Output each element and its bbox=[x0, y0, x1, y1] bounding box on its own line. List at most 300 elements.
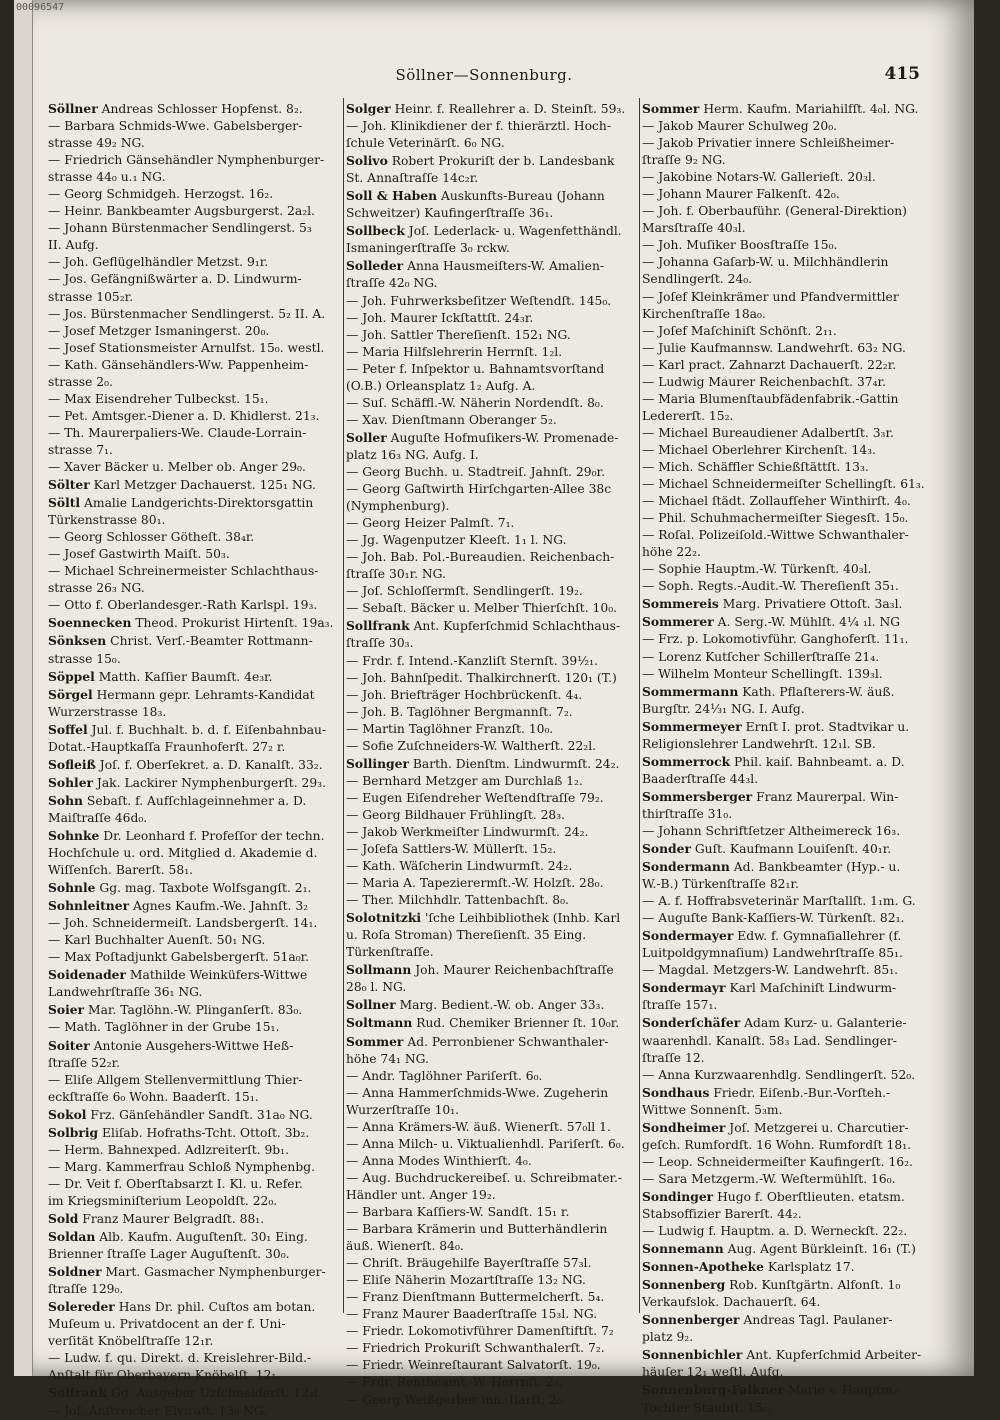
directory-line bbox=[346, 1085, 638, 1102]
entry-surname: Sönksen bbox=[48, 633, 107, 649]
entry-text: — Joſ. Schloſſermſt. Sendlingerſt. 19₂. bbox=[346, 584, 583, 599]
directory-line bbox=[48, 220, 340, 237]
directory-line bbox=[48, 1072, 340, 1089]
directory-line bbox=[48, 118, 340, 135]
entry-text: — Xav. Dienſtmann Oberanger 5₂. bbox=[346, 412, 557, 427]
entry-text: — Pet. Amtsger.-Diener a. D. Khidlerst. 21₃. bbox=[48, 408, 320, 423]
entry-text: — Ther. Milchhdlr. Tattenbachſt. 8₀. bbox=[346, 893, 569, 908]
entry-text: Anſtalt für Oberbayern Knöbelſt. 12₁. bbox=[48, 1368, 281, 1383]
entry-text: — Roſal. Polizeiſold.-Wittwe Schwanthaler- bbox=[642, 528, 909, 543]
directory-line bbox=[642, 186, 934, 203]
directory-line bbox=[642, 169, 934, 186]
directory-line bbox=[642, 442, 934, 459]
entry-text: Wurzerſtraſſe 10₁. bbox=[346, 1102, 460, 1117]
entry-surname: Sonnemann bbox=[642, 1241, 724, 1257]
entry-text: Andreas Schlosser Hopfenst. 8₂. bbox=[101, 102, 303, 116]
entry-surname: Sonnenbichler bbox=[642, 1347, 743, 1363]
directory-line bbox=[48, 966, 340, 984]
entry-text: ſtraſſe 129₀. bbox=[48, 1282, 124, 1297]
directory-line bbox=[48, 1298, 340, 1316]
column-rule bbox=[639, 98, 640, 1313]
directory-line bbox=[346, 1014, 638, 1032]
entry-surname: Sollner bbox=[346, 997, 396, 1013]
entry-text: — Barbara Kaſſiers-W. Sandſt. 15₁ r. bbox=[346, 1205, 570, 1219]
entry-surname: Sokol bbox=[48, 1106, 87, 1122]
entry-text: — Michael Oberlehrer Kirchenſt. 14₃. bbox=[642, 442, 876, 457]
directory-line bbox=[48, 774, 340, 792]
directory-line bbox=[48, 932, 340, 949]
directory-line bbox=[642, 649, 934, 666]
directory-line bbox=[346, 841, 638, 858]
entry-text: — Phil. Schuhmachermeiſter Siegesſt. 15₀. bbox=[642, 511, 909, 526]
directory-line bbox=[48, 169, 340, 186]
entry-text: Wiſſenſch. Barerſt. 58₁. bbox=[48, 863, 194, 878]
column-rule bbox=[343, 98, 344, 1313]
entry-surname: Sonnenberg bbox=[642, 1277, 726, 1293]
entry-text: Türkenstrasse 80₁. bbox=[48, 513, 166, 528]
entry-surname: Sommer bbox=[346, 1033, 404, 1049]
entry-text: — Karl Buchhalter Auenſt. 50₁ NG. bbox=[48, 933, 266, 948]
directory-line bbox=[48, 792, 340, 810]
directory-line bbox=[642, 237, 934, 254]
directory-line bbox=[346, 344, 638, 361]
entry-text: strasse 105₂r. bbox=[48, 289, 134, 304]
directory-line bbox=[346, 1119, 638, 1136]
directory-line bbox=[642, 613, 934, 631]
directory-line bbox=[346, 205, 638, 222]
directory-line bbox=[346, 240, 638, 257]
entry-surname: Solivo bbox=[346, 153, 388, 169]
entry-surname: Soller bbox=[346, 429, 387, 445]
directory-line bbox=[346, 1136, 638, 1153]
entry-surname: Soldan bbox=[48, 1229, 96, 1245]
entry-text: Stabsoffizier Barerſt. 44₂. bbox=[642, 1207, 802, 1221]
entry-text: Muſeum u. Privatdocent an der f. Uni- bbox=[48, 1317, 286, 1332]
directory-line bbox=[642, 806, 934, 823]
entry-surname: Sold bbox=[48, 1211, 79, 1226]
directory-line bbox=[346, 1323, 638, 1340]
directory-page bbox=[14, 0, 974, 1418]
directory-line bbox=[346, 1306, 638, 1323]
entry-text: platz 9₂. bbox=[642, 1330, 694, 1345]
entry-text: — Joh. Bahnſpedit. Thalkirchnerſt. 120₁ (T.) bbox=[346, 670, 617, 685]
entry-text: — Xaver Bäcker u. Melber ob. Anger 29₀. bbox=[48, 459, 306, 474]
directory-line bbox=[346, 961, 638, 979]
entry-text: ſtraſſe 157₁. bbox=[642, 998, 718, 1013]
directory-line bbox=[346, 909, 638, 927]
entry-text: — Barbara Krämerin und Butterhändlerin bbox=[346, 1222, 608, 1237]
directory-line bbox=[642, 1258, 934, 1276]
entry-text: — Eliſe Allgem Stellenvermittlung Thier- bbox=[48, 1072, 303, 1087]
entry-text: — Jos. Gefängnißwärter a. D. Lindwurm- bbox=[48, 272, 302, 287]
directory-line bbox=[642, 544, 934, 561]
entry-text: Mart. Gasmacher Nymphenburger- bbox=[105, 1265, 326, 1280]
entry-text: — Michael Schreinermeister Schlachthaus- bbox=[48, 564, 319, 579]
directory-line bbox=[642, 135, 934, 152]
directory-line bbox=[642, 595, 934, 613]
directory-line bbox=[346, 1221, 638, 1238]
entry-text: Karl Metzger Dachauerst. 125₁ NG. bbox=[93, 478, 316, 493]
directory-line bbox=[48, 739, 340, 756]
entry-text: strasse 15₀. bbox=[48, 651, 121, 666]
entry-text: Franz Maurerpal. Win- bbox=[756, 789, 899, 804]
directory-line bbox=[48, 494, 340, 512]
directory-line bbox=[346, 979, 638, 996]
directory-line bbox=[642, 408, 934, 425]
entry-text: — Lorenz Kutſcher Schillerſtraſſe 21₄. bbox=[642, 649, 880, 664]
entry-surname: Sondermayer bbox=[642, 928, 734, 944]
entry-text: Antonie Ausgehers-Wittwe Heß- bbox=[93, 1038, 294, 1053]
directory-line bbox=[642, 340, 934, 357]
entry-text: — Sophie Hauptm.-W. Türkenſt. 40₃l. bbox=[642, 562, 872, 577]
entry-text: — Michael ſtädt. Zollaufſeher Winthirſt. 4₀. bbox=[642, 494, 911, 509]
directory-line bbox=[642, 306, 934, 323]
entry-text: Marsſtraſſe 40₃l. bbox=[642, 221, 746, 236]
entry-text: — Dr. Veit f. Oberſtabsarzt I. Kl. u. Refer. bbox=[48, 1176, 303, 1191]
entry-text: — Peter f. Inſpektor u. Bahnamtsvorſtand bbox=[346, 361, 605, 376]
entry-text: Auskunfts-Bureau (Johann bbox=[440, 189, 605, 204]
entry-surname: Sollbeck bbox=[346, 223, 405, 239]
entry-text: — Martin Taglöhner Franzſt. 10₀. bbox=[346, 721, 554, 736]
entry-text: — Max Poſtadjunkt Gabelsbergerſt. 51a₀r. bbox=[48, 950, 310, 965]
directory-line bbox=[48, 1176, 340, 1193]
entry-surname: Solereder bbox=[48, 1299, 115, 1315]
entry-text: Franz Maurer Belgradſt. 88₁. bbox=[82, 1212, 265, 1226]
entry-text: Rud. Chemiker Brienner ſt. 10₀r. bbox=[416, 1016, 620, 1031]
directory-line bbox=[346, 222, 638, 240]
entry-text: — Frdr. f. Intend.-Kanzliſt Sternſt. 39½₁. bbox=[346, 653, 598, 668]
entry-text: Luitpoldgymnaſium) Landwehrſtraſſe 85₁. bbox=[642, 946, 903, 961]
directory-line bbox=[346, 738, 638, 755]
directory-line bbox=[346, 566, 638, 583]
entry-text: geſch. Rumfordſt. 16 Wohn. Rumfordſt 18₁. bbox=[642, 1137, 912, 1152]
directory-line bbox=[48, 546, 340, 563]
entry-text: — Johann Maurer Falkenſt. 42₀. bbox=[642, 187, 840, 202]
entry-text: ſtraſſe 30₁r. NG. bbox=[346, 567, 446, 582]
entry-text: — Sara Metzgerm.-W. Weſtermühlſt. 16₀. bbox=[642, 1171, 896, 1186]
entry-surname: Soier bbox=[48, 1002, 85, 1018]
directory-line bbox=[346, 583, 638, 600]
entry-surname: Sofleiß bbox=[48, 756, 96, 772]
entry-text: ſtraſſe 30₃. bbox=[346, 636, 414, 651]
directory-line bbox=[48, 476, 340, 494]
entry-surname: Soidenader bbox=[48, 967, 126, 983]
entry-surname: Solger bbox=[346, 101, 391, 116]
entry-surname: Sonnenberger bbox=[642, 1312, 740, 1328]
entry-text: Sendlingerſt. 24₀. bbox=[642, 272, 753, 287]
directory-line bbox=[346, 532, 638, 549]
entry-text: ſtraſſe 42₀ NG. bbox=[346, 276, 438, 291]
entry-surname: Sondermann bbox=[642, 859, 730, 875]
directory-line bbox=[48, 879, 340, 897]
entry-text: — Friedrich Prokuriſt Schwanthalerſt. 7₂. bbox=[346, 1341, 605, 1356]
directory-line bbox=[346, 721, 638, 738]
directory-line bbox=[346, 1289, 638, 1306]
entry-text: — Max Eisendreher Tulbeckst. 15₁. bbox=[48, 391, 269, 406]
directory-line bbox=[346, 187, 638, 205]
directory-line bbox=[346, 293, 638, 310]
directory-line bbox=[346, 617, 638, 635]
directory-line bbox=[642, 1014, 934, 1032]
directory-line bbox=[346, 996, 638, 1014]
entry-surname: Söllner bbox=[48, 101, 98, 116]
directory-line bbox=[346, 1238, 638, 1255]
directory-line bbox=[346, 549, 638, 566]
directory-line bbox=[48, 756, 340, 774]
entry-text: — Sofie Zuſchneiders-W. Waltherſt. 22₂l. bbox=[346, 738, 597, 753]
entry-text: im Kriegsminiſterium Leopoldſt. 22₀. bbox=[48, 1193, 278, 1208]
entry-text: strasse 44₀ u.₁ NG. bbox=[48, 170, 166, 185]
directory-line bbox=[642, 289, 934, 306]
entry-surname: Sollfrank bbox=[346, 618, 410, 634]
entry-text: strasse 26₃ NG. bbox=[48, 581, 145, 596]
directory-line bbox=[642, 876, 934, 893]
entry-text: — Anna Kurzwaarenhdlg. Sendlingerſt. 52₀. bbox=[642, 1067, 916, 1082]
entry-text: — Joh. Briefträger Hochbrückenſt. 4₄. bbox=[346, 687, 583, 702]
entry-text: — Josef Gastwirth Maiſt. 50₃. bbox=[48, 547, 230, 562]
directory-line bbox=[48, 563, 340, 580]
directory-line bbox=[48, 1019, 340, 1036]
directory-line bbox=[48, 1089, 340, 1106]
entry-text: — Maria A. Tapezierermſt.-W. Holzſt. 28₀. bbox=[346, 876, 604, 891]
directory-line bbox=[346, 653, 638, 670]
entry-surname: Soldner bbox=[48, 1264, 102, 1280]
entry-text: — Joſef Maſchiniſt Schönſt. 2₁₁. bbox=[642, 323, 837, 338]
entry-text: — Ludwig Maurer Reichenbachſt. 37₄r. bbox=[642, 374, 886, 389]
entry-text: Marg. Bedient.-W. ob. Anger 33₃. bbox=[399, 998, 605, 1013]
entry-text: — Anna Krämers-W. äuß. Wienerſt. 57₀ll 1. bbox=[346, 1119, 611, 1134]
entry-text: Brienner ſtraſſe Lager Auguſtenſt. 30₀. bbox=[48, 1247, 290, 1262]
entry-text: Hermann gepr. Lehramts-Kandidat bbox=[96, 687, 315, 702]
entry-surname: Sommereis bbox=[642, 596, 719, 612]
entry-surname: Soennecken bbox=[48, 615, 132, 631]
entry-surname: Söppel bbox=[48, 668, 95, 684]
entry-text: Matth. Kaſſier Baumſt. 4e₃r. bbox=[98, 669, 273, 684]
directory-line bbox=[642, 561, 934, 578]
entry-surname: Sondhaus bbox=[642, 1084, 710, 1100]
entry-text: Kath. Pflaſterers-W. äuß. bbox=[742, 684, 895, 699]
directory-line bbox=[48, 1350, 340, 1367]
entry-text: Hugo f. Oberſtlieuten. etatsm. bbox=[717, 1189, 905, 1204]
entry-text: (Nymphenburg). bbox=[346, 499, 450, 514]
entry-text: Tochter Staubſt. 15₀. bbox=[642, 1400, 772, 1415]
entry-text: — Joſefa Sattlers-W. Müllerſt. 15₂. bbox=[346, 842, 557, 857]
directory-line bbox=[642, 254, 934, 271]
archive-stamp: 00096547 bbox=[16, 2, 65, 13]
directory-line bbox=[642, 1311, 934, 1329]
directory-line bbox=[48, 203, 340, 220]
directory-line bbox=[48, 810, 340, 827]
entry-text: — Franz Dienſtmann Buttermelcherſt. 5₄. bbox=[346, 1290, 605, 1305]
entry-surname: Sonderſchäfer bbox=[642, 1015, 741, 1031]
directory-line bbox=[346, 600, 638, 617]
directory-line bbox=[642, 788, 934, 806]
entry-text: Ismaningerſtraſſe 3₀ rckw. bbox=[346, 241, 510, 256]
directory-line bbox=[346, 824, 638, 841]
directory-line bbox=[346, 1272, 638, 1289]
entry-surname: Soltmann bbox=[346, 1015, 413, 1031]
entry-text: — Jakob Privatier innere Schleißheimer- bbox=[642, 136, 895, 151]
directory-line bbox=[346, 892, 638, 909]
entry-text: Alb. Kaufm. Auguſtenſt. 30₁ Eing. bbox=[99, 1230, 308, 1245]
entry-text: Gg. mag. Taxbote Wolfsgangſt. 2₁. bbox=[99, 881, 312, 896]
entry-text: eckſtraſſe 6₀ Wohn. Baaderſt. 15₁. bbox=[48, 1089, 259, 1104]
directory-line bbox=[346, 773, 638, 790]
entry-text: platz 16₃ NG. Aufg. I. bbox=[346, 447, 479, 462]
entry-text: Marg. Privatiere Ottoſt. 3a₃l. bbox=[722, 597, 903, 612]
directory-line bbox=[642, 493, 934, 510]
entry-surname: Sommermann bbox=[642, 683, 739, 699]
directory-line bbox=[48, 597, 340, 614]
entry-text: — Joh. Schneidermeiſt. Landsbergerſt. 14₁. bbox=[48, 916, 318, 931]
directory-line bbox=[346, 1357, 638, 1374]
entry-text: Aug. Agent Bürkleinſt. 16₁ (T.) bbox=[727, 1242, 916, 1257]
entry-text: — Auguſte Bank-Kaſſiers-W. Türkenſt. 82₁. bbox=[642, 911, 905, 926]
directory-line bbox=[48, 306, 340, 323]
directory-line bbox=[346, 118, 638, 135]
entry-text: Händler unt. Anger 19₂. bbox=[346, 1187, 496, 1202]
directory-line bbox=[642, 718, 934, 736]
column-1 bbox=[48, 100, 340, 1418]
entry-text: — Anna Modes Winthierſt. 4₀. bbox=[346, 1153, 532, 1168]
directory-line bbox=[48, 614, 340, 632]
entry-text: Maiſtraſſe 46d₀. bbox=[48, 810, 148, 825]
directory-line bbox=[642, 631, 934, 648]
directory-line bbox=[642, 527, 934, 544]
directory-line bbox=[642, 459, 934, 476]
directory-line bbox=[642, 152, 934, 169]
directory-line bbox=[642, 1084, 934, 1102]
directory-line bbox=[642, 203, 934, 220]
directory-line bbox=[48, 721, 340, 739]
entry-text: Heinr. f. Reallehrer a. D. Steinſt. 59₃. bbox=[394, 102, 626, 116]
entry-surname: Sohnke bbox=[48, 827, 100, 843]
entry-text: ſtraſſe 52₂r. bbox=[48, 1055, 121, 1070]
directory-line bbox=[48, 152, 340, 169]
entry-text: — Georg Weißgerber inn. Iſarſt. 2₀. bbox=[346, 1392, 566, 1407]
entry-text: — Bernhard Metzger am Durchlaß 1₂. bbox=[346, 773, 583, 788]
directory-line bbox=[346, 755, 638, 773]
directory-line bbox=[346, 1187, 638, 1204]
column-3 bbox=[642, 100, 934, 1415]
entry-surname: Sonnenburg-Falkner bbox=[642, 1382, 784, 1398]
entry-surname: Sohnleitner bbox=[48, 898, 130, 914]
entry-text: Dotat.-Hauptkaſſa Fraunhoferſt. 27₂ r. bbox=[48, 739, 286, 754]
entry-surname: Sommersberger bbox=[642, 788, 753, 804]
entry-text: Joſ. f. Oberſekret. a. D. Kanalſt. 33₂. bbox=[99, 757, 323, 772]
entry-text: Agnes Kaufm.-We. Jahnſt. 3₂ bbox=[132, 899, 309, 914]
entry-text: — Jakob Maurer Schulweg 20₀. bbox=[642, 119, 838, 134]
entry-surname: Soffel bbox=[48, 721, 88, 737]
entry-text: A. Serg.-W. Mühlſt. 4¼ ₁l. NG bbox=[717, 615, 901, 630]
entry-text: ſchule Veterinärſt. 6₀ NG. bbox=[346, 136, 505, 151]
directory-line bbox=[346, 464, 638, 481]
directory-line bbox=[642, 425, 934, 442]
directory-line bbox=[642, 771, 934, 788]
entry-text: — Leop. Schneidermeiſter Kaufingerſt. 16₂. bbox=[642, 1154, 913, 1169]
directory-line bbox=[642, 1137, 934, 1154]
entry-text: höhe 22₂. bbox=[642, 545, 701, 560]
running-head: Söllner—Sonnenburg. bbox=[395, 66, 573, 84]
directory-line bbox=[346, 429, 638, 447]
entry-text: II. Aufg. bbox=[48, 238, 99, 253]
directory-line bbox=[642, 323, 934, 340]
directory-line bbox=[48, 1159, 340, 1176]
entry-text: Ad. Perronbiener Schwanthaler- bbox=[407, 1034, 609, 1049]
entry-text: strasse 7₁. bbox=[48, 442, 113, 457]
entry-text: Robert Prokuriſt der b. Landesbank bbox=[391, 154, 615, 169]
entry-surname: Sommerrock bbox=[642, 753, 731, 769]
entry-surname: Sollinger bbox=[346, 755, 409, 771]
entry-text: — Franz Maurer Baaderſtraſſe 15₃l. NG. bbox=[346, 1307, 598, 1322]
entry-text: — Th. Maurerpaliers-We. Claude-Lorrain- bbox=[48, 425, 307, 440]
entry-surname: Soll & Haben bbox=[346, 188, 438, 204]
directory-line bbox=[642, 100, 934, 118]
entry-surname: Sondheimer bbox=[642, 1119, 726, 1135]
entry-text: waarenhdl. Kanalſt. 58₃ Lad. Sendlinger- bbox=[642, 1033, 897, 1048]
entry-text: — Georg Gaſtwirth Hirſchgarten-Allee 38c bbox=[346, 482, 612, 497]
entry-text: — Maria Blumenſtaubfädenfabrik.-Gattin bbox=[642, 391, 899, 406]
directory-line bbox=[48, 408, 340, 425]
directory-line bbox=[642, 1171, 934, 1188]
entry-text: Marie v. Hauptm.- bbox=[787, 1383, 901, 1398]
directory-line bbox=[48, 915, 340, 932]
directory-line bbox=[48, 1403, 340, 1420]
entry-text: Landwehrſtraſſe 36₁ NG. bbox=[48, 985, 203, 1000]
directory-line bbox=[346, 395, 638, 412]
entry-text: äuß. Wienerſt. 84₀. bbox=[346, 1239, 464, 1254]
directory-line bbox=[48, 651, 340, 668]
entry-text: 'ſche Leihbibliothek (Inhb. Karl bbox=[425, 911, 621, 926]
entry-text: Anna Hausmeiſters-W. Amalien- bbox=[407, 259, 605, 274]
entry-text: Joh. Maurer Reichenbachſtraſſe bbox=[415, 963, 614, 978]
directory-line bbox=[48, 1367, 340, 1384]
entry-text: — Heinr. Bankbeamter Augsburgerst. 2a₂l. bbox=[48, 204, 315, 219]
entry-text: — Joh. Geflügelhändler Metzst. 9₁r. bbox=[48, 255, 269, 270]
entry-text: Adam Kurz- u. Galanterie- bbox=[744, 1016, 907, 1031]
entry-text: Baaderſtraſſe 44₃l. bbox=[642, 771, 759, 786]
entry-text: — Frdr. Rentbeamt.-W. Herrnſt. 2₂. bbox=[346, 1375, 563, 1390]
entry-text: — Soph. Regts.-Audit.-W. Thereſienſt 35₁. bbox=[642, 579, 899, 594]
entry-text: Ledererſt. 15₂. bbox=[642, 408, 734, 423]
directory-line bbox=[48, 1037, 340, 1055]
page-header bbox=[34, 66, 934, 92]
directory-line bbox=[48, 323, 340, 340]
entry-text: — Joh. Maurer Ickſtattſt. 24₃r. bbox=[346, 310, 534, 325]
entry-surname: Sondermayr bbox=[642, 980, 726, 996]
entry-surname: Solfrank bbox=[48, 1385, 107, 1401]
entry-text: — Josef Stationsmeister Arnulfst. 15₀. westl. bbox=[48, 340, 325, 355]
directory-line bbox=[642, 1240, 934, 1258]
entry-text: Kirchenſtraſſe 18a₀. bbox=[642, 306, 766, 321]
entry-surname: Solbrig bbox=[48, 1124, 99, 1140]
entry-text: — A. f. Hoffrabsveterinär Marſtallſt. 1₁m. G. bbox=[642, 894, 916, 909]
directory-line bbox=[48, 862, 340, 879]
directory-line bbox=[642, 945, 934, 962]
directory-line bbox=[346, 447, 638, 464]
directory-line bbox=[48, 1228, 340, 1246]
entry-text: Türkenſtraſſe. bbox=[346, 945, 434, 960]
directory-line bbox=[48, 1193, 340, 1210]
directory-line bbox=[642, 1033, 934, 1050]
directory-line bbox=[346, 1255, 638, 1272]
entry-text: — Ludwig f. Hauptm. a. D. Werneckſt. 22₂. bbox=[642, 1224, 908, 1239]
entry-text: Mar. Taglöhn.-W. Plinganſerſt. 83₀. bbox=[87, 1003, 303, 1018]
entry-surname: Sohnle bbox=[48, 880, 96, 896]
directory-line bbox=[48, 529, 340, 546]
entry-text: — Friedr. Weinreſtaurant Salvatorſt. 19₀. bbox=[346, 1358, 601, 1373]
directory-line bbox=[48, 686, 340, 704]
